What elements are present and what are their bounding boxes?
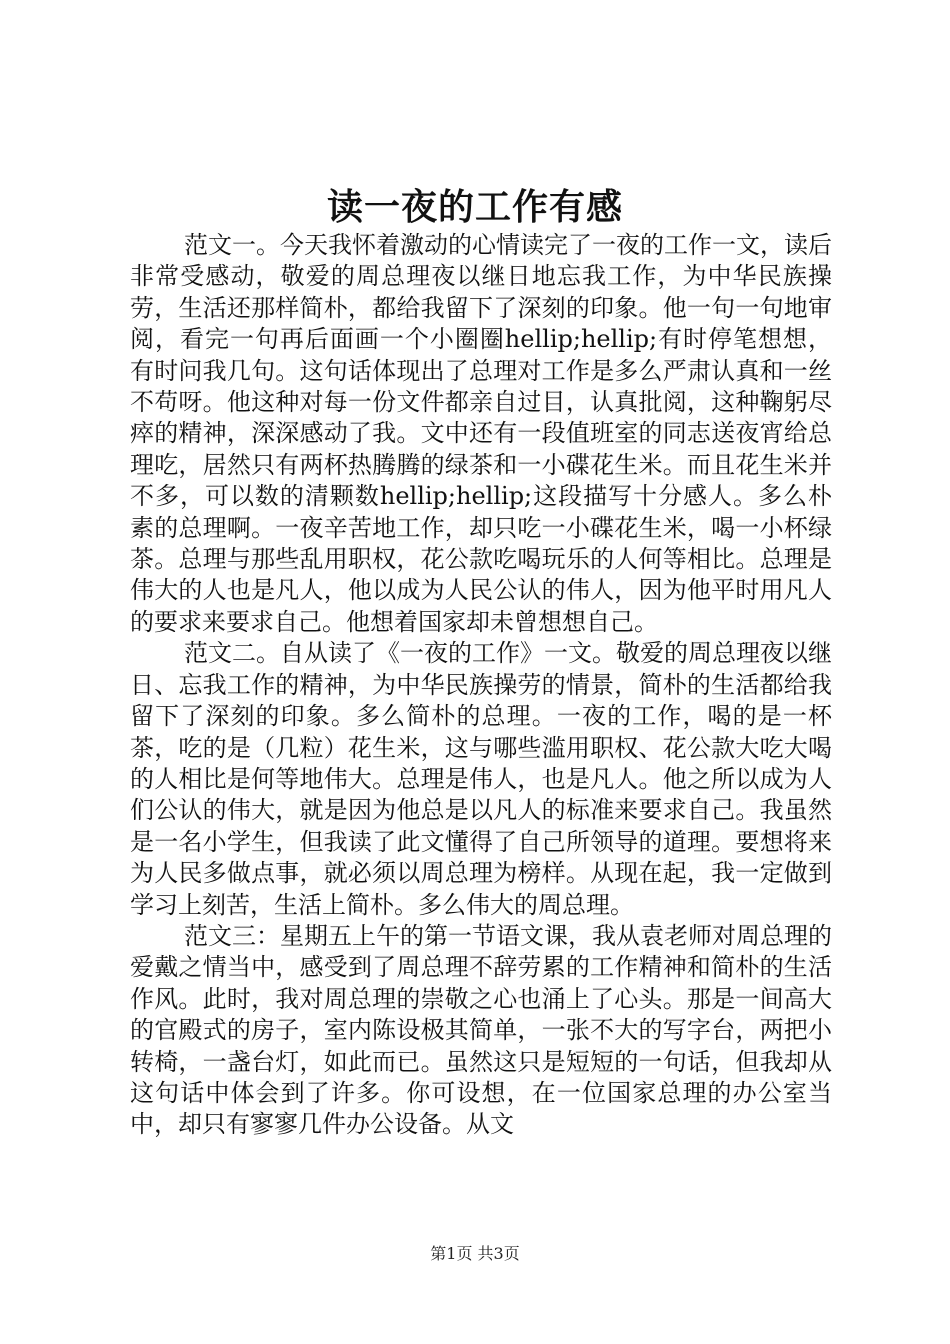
document-title: 读一夜的工作有感 [326,186,623,228]
paragraph-1: 范文一。今天我怀着激动的心情读完了一夜的工作一文，读后非常受感动，敬爱的周总理夜以继日地忘我工作，为中华民族操劳，生活还那样简朴，都给我留下了深刻的印象。他一句一句地审阅，看完一句再后面画一个小圈圈hellip;hellip;有时停笔想想，有时问我几句。这句话体现出了总理对工作是多么严肃认真和一丝不苟呀。他这种对每一份文件都亲自过目，认真批阅，这种鞠躬尽瘁的精神，深深感动了我。文中还有一段值班室的同志送夜宵给总理吃，居然只有两杯热腾腾的绿茶和一小碟花生米。而且花生米并不多，可以数的清颗数hellip;hellip;这段描写十分感人。多么朴素的总理啊。一夜辛苦地工作，却只吃一小碟花生米，喝一小杯绿茶。总理与那些乱用职权，花公款吃喝玩乐的人何等相比。总理是伟大的人也是凡人，他以成为人民公认的伟人，因为他平时用凡人的要求来要求自己。他想着国家却未曾想想自己。 [130,231,832,636]
paragraph-2: 范文二。自从读了《一夜的工作》一文。敬爱的周总理夜以继日、忘我工作的精神，为中华民族操劳的情景，简朴的生活都给我留下了深刻的印象。多么简朴的总理。一夜的工作，喝的是一杯茶，吃的是（几粒）花生米，这与哪些滥用职权、花公款大吃大喝的人相比是何等地伟大。总理是伟人，也是凡人。他之所以成为人们公认的伟大，就是因为他总是以凡人的标准来要求自己。我虽然是一名小学生，但我读了此文懂得了自己所领导的道理。要想将来为人民多做点事，就必须以周总理为榜样。从现在起，我一定做到学习上刻苦，生活上简朴。多么伟大的周总理。 [130,639,832,919]
paragraph-3: 范文三：星期五上午的第一节语文课，我从袁老师对周总理的爱戴之情当中，感受到了周总理不辞劳累的工作精神和简朴的生活作风。此时，我对周总理的崇敬之心也涌上了心头。那是一间高大的官殿式的房子，室内陈设极其简单，一张不大的写字台，两把小转椅，一盏台灯，如此而已。虽然这只是短短的一句话，但我却从这句话中体会到了许多。你可设想，在一位国家总理的办公室当中，却只有寥寥几件办公设备。从文 [130,921,832,1139]
page-number-footer: 第1页 共3页 [430,1244,520,1263]
document-body [130,230,832,1141]
